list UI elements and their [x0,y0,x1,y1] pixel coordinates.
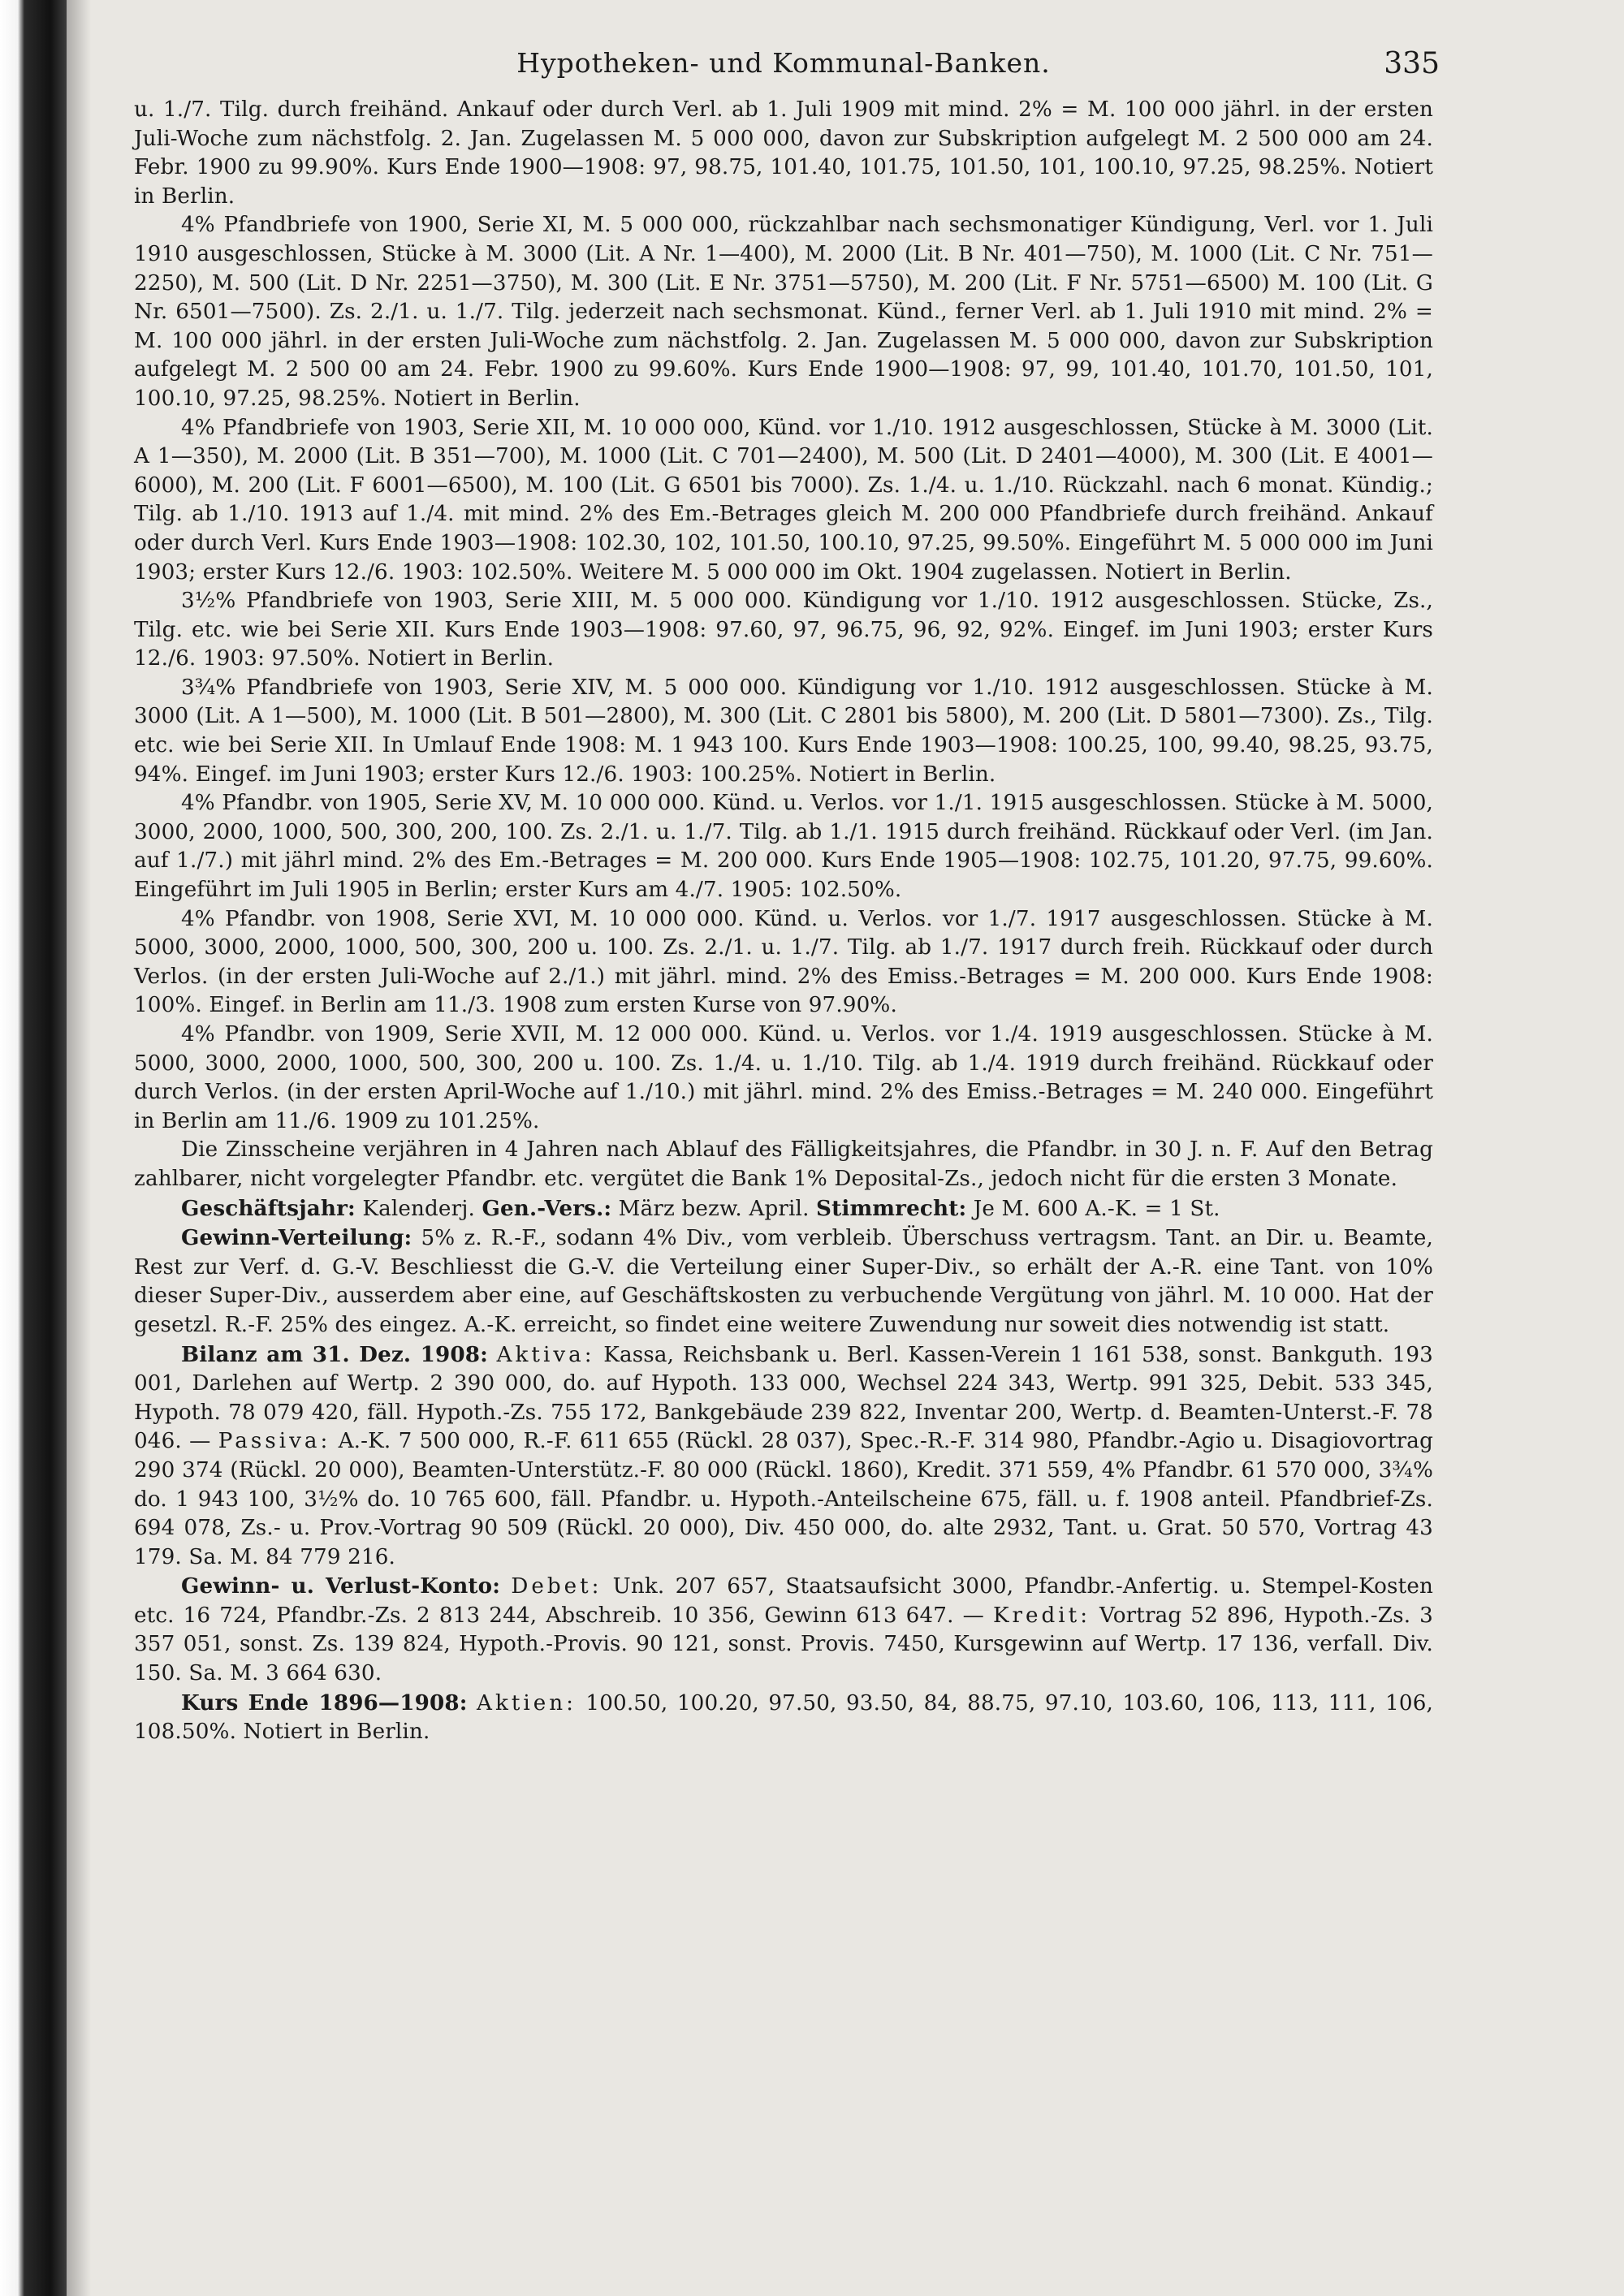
page-header [134,47,1440,96]
label-aktiva: Aktiva: [496,1342,595,1367]
paragraph-serie-xvi: 4% Pfandbr. von 1908, Serie XVI, M. 10 000 000. Künd. u. Verlos. vor 1./7. 1917 ausgeschlossen. Stücke à M. 5000, 3000, 2000, 1000, 500, 300, 200 u. 100. Zs. 2./1. u. 1./7. Tilg. ab 1./7. 1917 durch freih. Rückkauf oder durch Verlos. (in der ersten Juli-Woche auf 2./1.) mit jährl. mind. 2% des Emiss.-Betrages = M. 200 000. Kurs Ende 1908: 100%. Eingef. in Berlin am 11./3. 1908 zum ersten Kurse von 97.90%. [134,906,1433,1018]
text-gewinn-verteilung: 5% z. R.-F., sodann 4% Div., vom verbleib. Überschuss vertragsm. Tant. an Dir. u. Beamte, Rest zur Verf. d. G.-V. Beschliesst die G.-V. die Verteilung einer Super-Div., so erhält der A.-R. eine Tant. von 10% dieser Super-Div., ausserdem aber eine, auf Geschäftskosten zu verbuchende Vergütung von jährl. M. 10 000. Hat der gesetzl. R.-F. 25% des eingez. A.-K. erreicht, so findet eine weitere Zuwendung nur soweit dies notwendig ist statt. [134,1226,1433,1337]
label-geschaeftsjahr: Geschäftsjahr: [181,1195,356,1221]
paragraph-serie-xiv: 3¾% Pfandbriefe von 1903, Serie XIV, M. 5 000 000. Kündigung vor 1./10. 1912 ausgeschlossen. Stücke à M. 3000 (Lit. A 1—500), M. 1000 (Lit. B 501—2800), M. 300 (Lit. C 2801 bis 5800), M. 200 (Lit. D 5801—7300). Zs., Tilg. etc. wie bei Serie XII. In Umlauf Ende 1908: M. 1 943 100. Kurs Ende 1903—1908: 100.25, 100, 99.40, 98.25, 93.75, 94%. Eingef. im Juni 1903; erster Kurs 12./6. 1903: 100.25%. Notiert in Berlin. [134,675,1433,787]
running-title: Hypotheken- und Kommunal-Banken. [516,47,1051,79]
paragraph-zinsscheine: Die Zinsscheine verjähren in 4 Jahren nach Ablauf des Fälligkeitsjahres, die Pfandbr. in 30 J. n. F. Auf den Betrag zahlbarer, nicht vorgelegter Pfandbr. etc. vergütet die Bank 1% Deposital-Zs., jedoch nicht für die ersten 3 Monate. [134,1137,1433,1191]
paragraph-bilanz [134,1340,1433,1573]
paragraph-serie-xiii: 3½% Pfandbriefe von 1903, Serie XIII, M. 5 000 000. Kündigung vor 1./10. 1912 ausgeschlossen. Stücke, Zs., Tilg. etc. wie bei Serie XII. Kurs Ende 1903—1908: 97.60, 97, 96.75, 96, 92, 92%. Eingef. im Juni 1903; erster Kurs 12./6. 1903: 97.50%. Notiert in Berlin. [134,589,1433,671]
label-gen-vers: Gen.-Vers.: [482,1195,612,1221]
gutter-shade [67,0,91,2296]
body-text [134,96,1433,1747]
paragraph-gewinn-verlust [134,1572,1433,1688]
text-passiva: A.-K. 7 500 000, R.-F. 611 655 (Rückl. 28 037), Spec.-R.-F. 314 980, Pfandbr.-Agio u. Disagiovortrag 290 374 (Rückl. 20 000), Beamten-Unterstütz.-F. 80 000 (Rückl. 1860), Kredit. 371 559, 4% Pfandbr. 61 570 000, 3¾% do. 1 943 100, 3½% do. 10 765 600, fäll. Pfandbr. u. Hypoth.-Anteilscheine 675, fäll. u. f. 1908 anteil. Pfandbrief-Zs. 694 078, Zs.- u. Prov.-Vortrag 90 509 (Rückl. 20 000), Div. 450 000, do. alte 2932, Tant. u. Grat. 50 570, Vortrag 43 179. Sa. M. 84 779 216. [134,1429,1433,1569]
label-kredit: Kredit: [992,1603,1091,1628]
text-stimmrecht: Je M. 600 A.-K. = 1 St. [966,1196,1220,1221]
label-gewinn-verteilung: Gewinn-Verteilung: [181,1225,412,1251]
text-aktiva: Kassa, Reichsbank u. Berl. Kassen-Verein 1 161 538, sonst. Bankguth. 193 001, Darlehen auf Wertp. 2 390 000, do. auf Hypoth. 133 000, Wechsel 224 343, Wertp. 991 325, Debit. 533 345, Hypoth. 78 079 420, fäll. Hypoth.-Zs. 755 172, Bankgebäude 239 822, Inventar 200, Wertp. d. Beamten-Unterst.-F. 78 046. — [134,1342,1433,1454]
paragraph-serie-xvii: 4% Pfandbr. von 1909, Serie XVII, M. 12 000 000. Künd. u. Verlos. vor 1./4. 1919 ausgeschlossen. Stücke à M. 5000, 3000, 2000, 1000, 500, 300, 200 u. 100. Zs. 1./4. u. 1./10. Tilg. ab 1./4. 1919 durch freihänd. Rückkauf oder durch Verlos. (in der ersten April-Woche auf 1./10.) mit jährl. mind. 2% des Emiss.-Betrages = M. 240 000. Eingeführt in Berlin am 11./6. 1909 zu 101.25%. [134,1022,1433,1133]
text-geschaeftsjahr: Kalenderj. [355,1196,482,1221]
paragraph-1: u. 1./7. Tilg. durch freihänd. Ankauf oder durch Verl. ab 1. Juli 1909 mit mind. 2% = M. 100 000 jährl. in der ersten Juli-Woche zum nächstfolg. 2. Jan. Zugelassen M. 5 000 000, davon zur Subskription aufgelegt M. 2 500 000 am 24. Febr. 1900 zu 99.90%. Kurs Ende 1900—1908: 97, 98.75, 101.40, 101.75, 101.50, 101, 100.10, 97.25, 98.25%. Notiert in Berlin. [134,97,1433,209]
label-kurs-ende: Kurs Ende 1896—1908: [181,1690,468,1716]
paragraph-gewinn-verteilung [134,1224,1433,1340]
text-kredit: Vortrag 52 896, Hypoth.-Zs. 3 357 051, sonst. Zs. 139 824, Hypoth.-Provis. 90 121, sonst. Provis. 7450, Kursgewinn auf Wertp. 17 136, verfall. Div. 150. Sa. M. 3 664 630. [134,1603,1433,1686]
paragraph-serie-xii: 4% Pfandbriefe von 1903, Serie XII, M. 10 000 000, Künd. vor 1./10. 1912 ausgeschlossen, Stücke à M. 3000 (Lit. A 1—350), M. 2000 (Lit. B 351—700), M. 1000 (Lit. C 701—2400), M. 500 (Lit. D 2401—4000), M. 300 (Lit. E 4001—6000), M. 200 (Lit. F 6001—6500), M. 100 (Lit. G 6501 bis 7000). Zs. 1./4. u. 1./10. Rückzahl. nach 6 monat. Kündig.; Tilg. ab 1./10. 1913 auf 1./4. mit mind. 2% des Em.-Betrages gleich M. 200 000 Pfandbriefe durch freihänd. Ankauf oder durch Verl. Kurs Ende 1903—1908: 102.30, 102, 101.50, 100.10, 97.25, 99.50%. Eingeführt M. 5 000 000 im Juni 1903; erster Kurs 12./6. 1903: 102.50%. Weitere M. 5 000 000 im Okt. 1904 zugelassen. Notiert in Berlin. [134,415,1433,585]
text-debet: Unk. 207 657, Staatsaufsicht 3000, Pfandbr.-Anfertig. u. Stempel-Kosten etc. 16 724, Pfandbr.-Zs. 2 813 244, Abschreib. 10 356, Gewinn 613 647. — [134,1574,1433,1628]
page [134,47,1440,1747]
label-gewinn-verlust: Gewinn- u. Verlust-Konto: [181,1573,501,1599]
page-number: 335 [1384,47,1440,80]
text-gen-vers: März bezw. April. [611,1196,817,1221]
label-stimmrecht: Stimmrecht: [816,1195,967,1221]
paragraph-geschaeftsjahr [134,1194,1433,1224]
label-bilanz: Bilanz am 31. Dez. 1908: [181,1341,488,1367]
book-spine-shadow [0,0,67,2296]
paragraph-kurs-ende [134,1689,1433,1747]
label-passiva: Passiva: [218,1429,331,1454]
label-debet: Debet: [511,1574,603,1599]
paragraph-serie-xv: 4% Pfandbr. von 1905, Serie XV, M. 10 000 000. Künd. u. Verlos. vor 1./1. 1915 ausgeschlossen. Stücke à M. 5000, 3000, 2000, 1000, 500, 300, 200, 100. Zs. 2./1. u. 1./7. Tilg. ab 1./1. 1915 durch freihänd. Rückkauf oder Verl. (im Jan. auf 1./7.) mit jährl mind. 2% des Em.-Betrages = M. 200 000. Kurs Ende 1905—1908: 102.75, 101.20, 97.75, 99.60%. Eingeführt im Juli 1905 in Berlin; erster Kurs am 4./7. 1905: 102.50%. [134,791,1433,903]
paragraph-serie-xi: 4% Pfandbriefe von 1900, Serie XI, M. 5 000 000, rückzahlbar nach sechsmonatiger Kündigung, Verl. vor 1. Juli 1910 ausgeschlossen, Stücke à M. 3000 (Lit. A Nr. 1—400), M. 2000 (Lit. B Nr. 401—750), M. 1000 (Lit. C Nr. 751—2250), M. 500 (Lit. D Nr. 2251—3750), M. 300 (Lit. E Nr. 3751—5750), M. 200 (Lit. F Nr. 5751—6500) M. 100 (Lit. G Nr. 6501—7500). Zs. 2./1. u. 1./7. Tilg. jederzeit nach sechsmonat. Künd., ferner Verl. ab 1. Juli 1910 mit mind. 2% = M. 100 000 jährl. in der ersten Juli-Woche zum nächstfolg. 2. Jan. Zugelassen M. 5 000 000, davon zur Subskription aufgelegt M. 2 500 00 am 24. Febr. 1900 zu 99.60%. Kurs Ende 1900—1908: 97, 99, 101.40, 101.70, 101.50, 101, 100.10, 97.25, 98.25%. Notiert in Berlin. [134,213,1433,411]
label-aktien: Aktien: [477,1690,577,1716]
text-aktien: 100.50, 100.20, 97.50, 93.50, 84, 88.75, 97.10, 103.60, 106, 113, 111, 106, 108.50%. Notiert in Berlin. [134,1690,1433,1745]
